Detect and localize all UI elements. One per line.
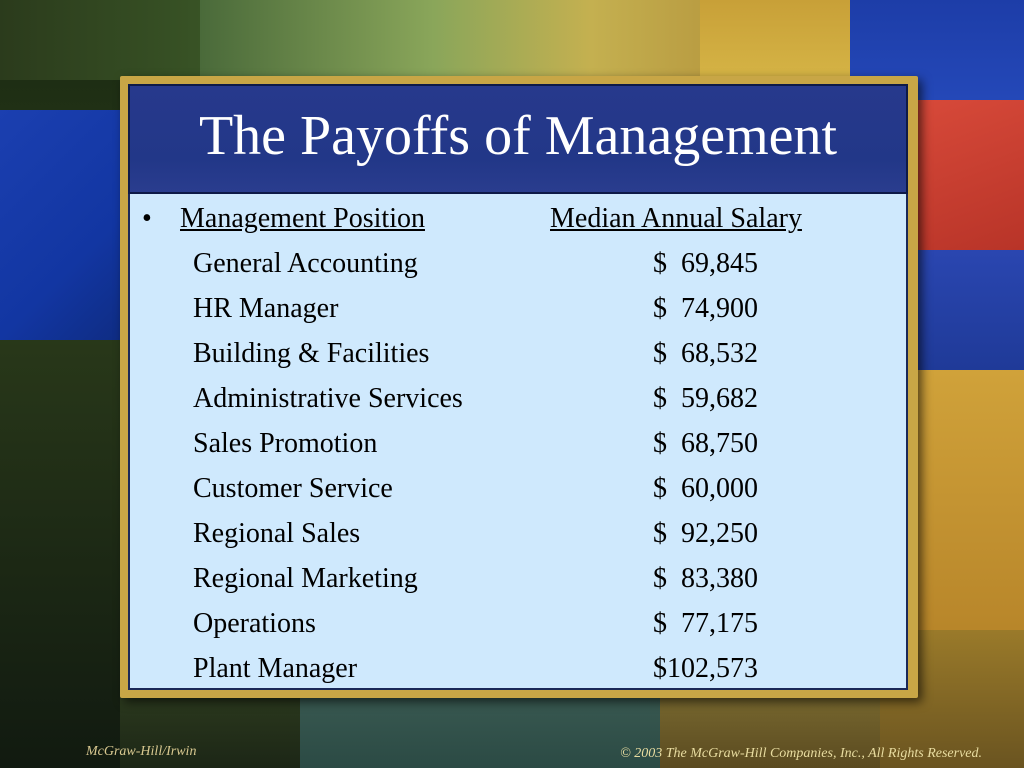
table-row xyxy=(130,376,906,421)
header-position: Management Position xyxy=(180,203,425,234)
salary-value: $ 59,682 xyxy=(653,383,758,414)
salary-value: $ 83,380 xyxy=(653,563,758,594)
title-bar xyxy=(128,84,908,194)
table-row xyxy=(130,511,906,556)
header-salary: Median Annual Salary xyxy=(550,203,802,234)
salary-value: $102,573 xyxy=(653,653,758,684)
table-row xyxy=(130,421,906,466)
table-row xyxy=(130,286,906,331)
background-pane xyxy=(200,0,720,80)
position-name: Regional Marketing xyxy=(193,563,418,594)
bullet: • xyxy=(142,203,152,234)
position-name: General Accounting xyxy=(193,248,418,279)
salary-value: $ 74,900 xyxy=(653,293,758,324)
position-name: Building & Facilities xyxy=(193,338,430,369)
salary-value: $ 77,175 xyxy=(653,608,758,639)
footer-publisher: McGraw-Hill/Irwin xyxy=(86,744,197,759)
background-pane xyxy=(900,100,1024,250)
table-row xyxy=(130,241,906,286)
position-name: Regional Sales xyxy=(193,518,361,549)
table-row xyxy=(130,601,906,646)
table-row xyxy=(130,466,906,511)
table-row xyxy=(130,556,906,601)
position-name: Sales Promotion xyxy=(193,428,378,459)
footer-copyright: © 2003 The McGraw-Hill Companies, Inc., All Rights Reserved. xyxy=(620,746,982,761)
position-name: HR Manager xyxy=(193,293,339,324)
slide-title: The Payoffs of Management xyxy=(198,105,838,167)
salary-value: $ 68,750 xyxy=(653,428,758,459)
salary-value: $ 69,845 xyxy=(653,248,758,279)
salary-value: $ 92,250 xyxy=(653,518,758,549)
position-name: Plant Manager xyxy=(193,653,358,684)
salary-value: $ 68,532 xyxy=(653,338,758,369)
position-name: Customer Service xyxy=(193,473,393,504)
table-row xyxy=(130,331,906,376)
background-pane xyxy=(910,250,1024,370)
table-header-row xyxy=(130,196,906,241)
position-name: Operations xyxy=(193,608,316,639)
salary-value: $ 60,000 xyxy=(653,473,758,504)
table-row xyxy=(130,646,906,691)
background-pane xyxy=(905,370,1024,630)
salary-table xyxy=(128,194,908,690)
position-name: Administrative Services xyxy=(193,383,463,414)
